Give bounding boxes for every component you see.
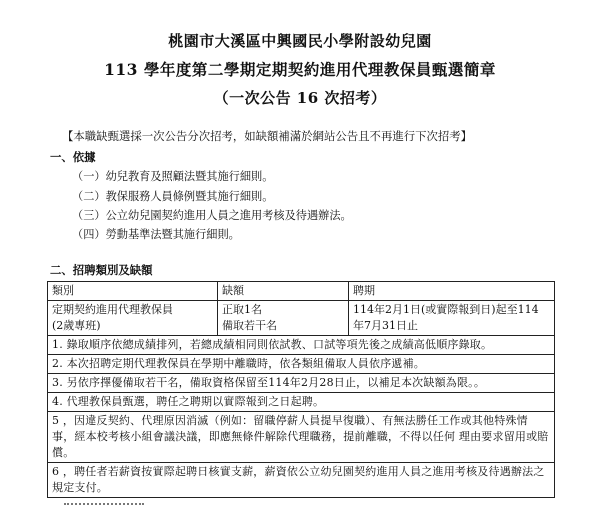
recruitment-table xyxy=(47,281,555,498)
basis-item: （二）教保服務人員條例暨其施行細則。 xyxy=(72,190,274,203)
note-cell: 6 ，聘任者若薪資按實際起聘日核實支薪，薪資依公立幼兒園契約進用人員之進用考核及待遇辦法之規定支付。 xyxy=(48,463,555,498)
basis-item: （三）公立幼兒園契約進用人員之進用考核及待遇辦法。 xyxy=(72,209,352,222)
note-row xyxy=(48,374,555,393)
page-cut-off-text xyxy=(64,503,144,511)
document-subtitle: （一次公告 16 次招考） xyxy=(213,89,387,107)
section-recruitment-title: 二、招聘類別及缺額 xyxy=(50,263,153,277)
vacancy-line: 正取1名 xyxy=(222,303,262,316)
vacancy-cell xyxy=(218,301,349,336)
category-line: (2歲專班) xyxy=(52,319,101,332)
header-vacancy: 缺額 xyxy=(218,282,349,301)
note-row xyxy=(48,336,555,355)
recruitment-notice: 【本職缺甄選採一次公告分次招考，如缺額補滿於網站公告且不再進行下次招考】 xyxy=(62,129,473,143)
table-header-row xyxy=(48,282,555,301)
note-row xyxy=(48,355,555,374)
school-name: 桃園市大溪區中興國民小學附設幼兒園 xyxy=(168,32,432,50)
header-term: 聘期 xyxy=(349,282,555,301)
basis-item: （一）幼兒教育及照顧法暨其施行細則。 xyxy=(72,170,274,183)
note-cell: 3. 另依序擇優備取若干名，備取資格保留至114年2月28日止，以補足本次缺額為限。。 xyxy=(48,374,555,393)
note-cell: 4. 代理教保員甄選，聘任之聘期以實際報到之日起聘。 xyxy=(48,393,555,412)
section-basis-title: 一、依據 xyxy=(50,150,96,164)
basis-item: （四）勞動基準法暨其施行細則。 xyxy=(72,228,240,241)
note-cell: 2. 本次招聘定期代理教保員在學期中離職時，依各類組備取人員依序遞補。 xyxy=(48,355,555,374)
note-row xyxy=(48,412,555,463)
header-category: 類別 xyxy=(48,282,218,301)
table-row xyxy=(48,301,555,336)
term-line: 年7月31日止 xyxy=(353,319,418,332)
category-cell xyxy=(48,301,218,336)
note-cell: 5 ，因違反契約、代理原因消滅（例如：留職停薪人員提早復職）、有無法勝任工作或其他特殊情事，經本校考核小組會議決議，即應無條件解除代理職務，提前離職，不得以任何 理由要求留用或賠償。 xyxy=(48,412,555,463)
note-cell: 1. 錄取順序依總成績排列，若總成績相同則依試教、口試等項先後之成績高低順序錄取。 xyxy=(48,336,555,355)
note-row xyxy=(48,393,555,412)
vacancy-line: 備取若干名 xyxy=(222,319,277,332)
category-line: 定期契約進用代理教保員 xyxy=(52,303,173,316)
term-line: 114年2月1日(或實際報到日)起至114 xyxy=(353,303,539,316)
term-cell xyxy=(349,301,555,336)
note-row xyxy=(48,463,555,498)
document-title: 113 學年度第二學期定期契約進用代理教保員甄選簡章 xyxy=(104,60,496,79)
